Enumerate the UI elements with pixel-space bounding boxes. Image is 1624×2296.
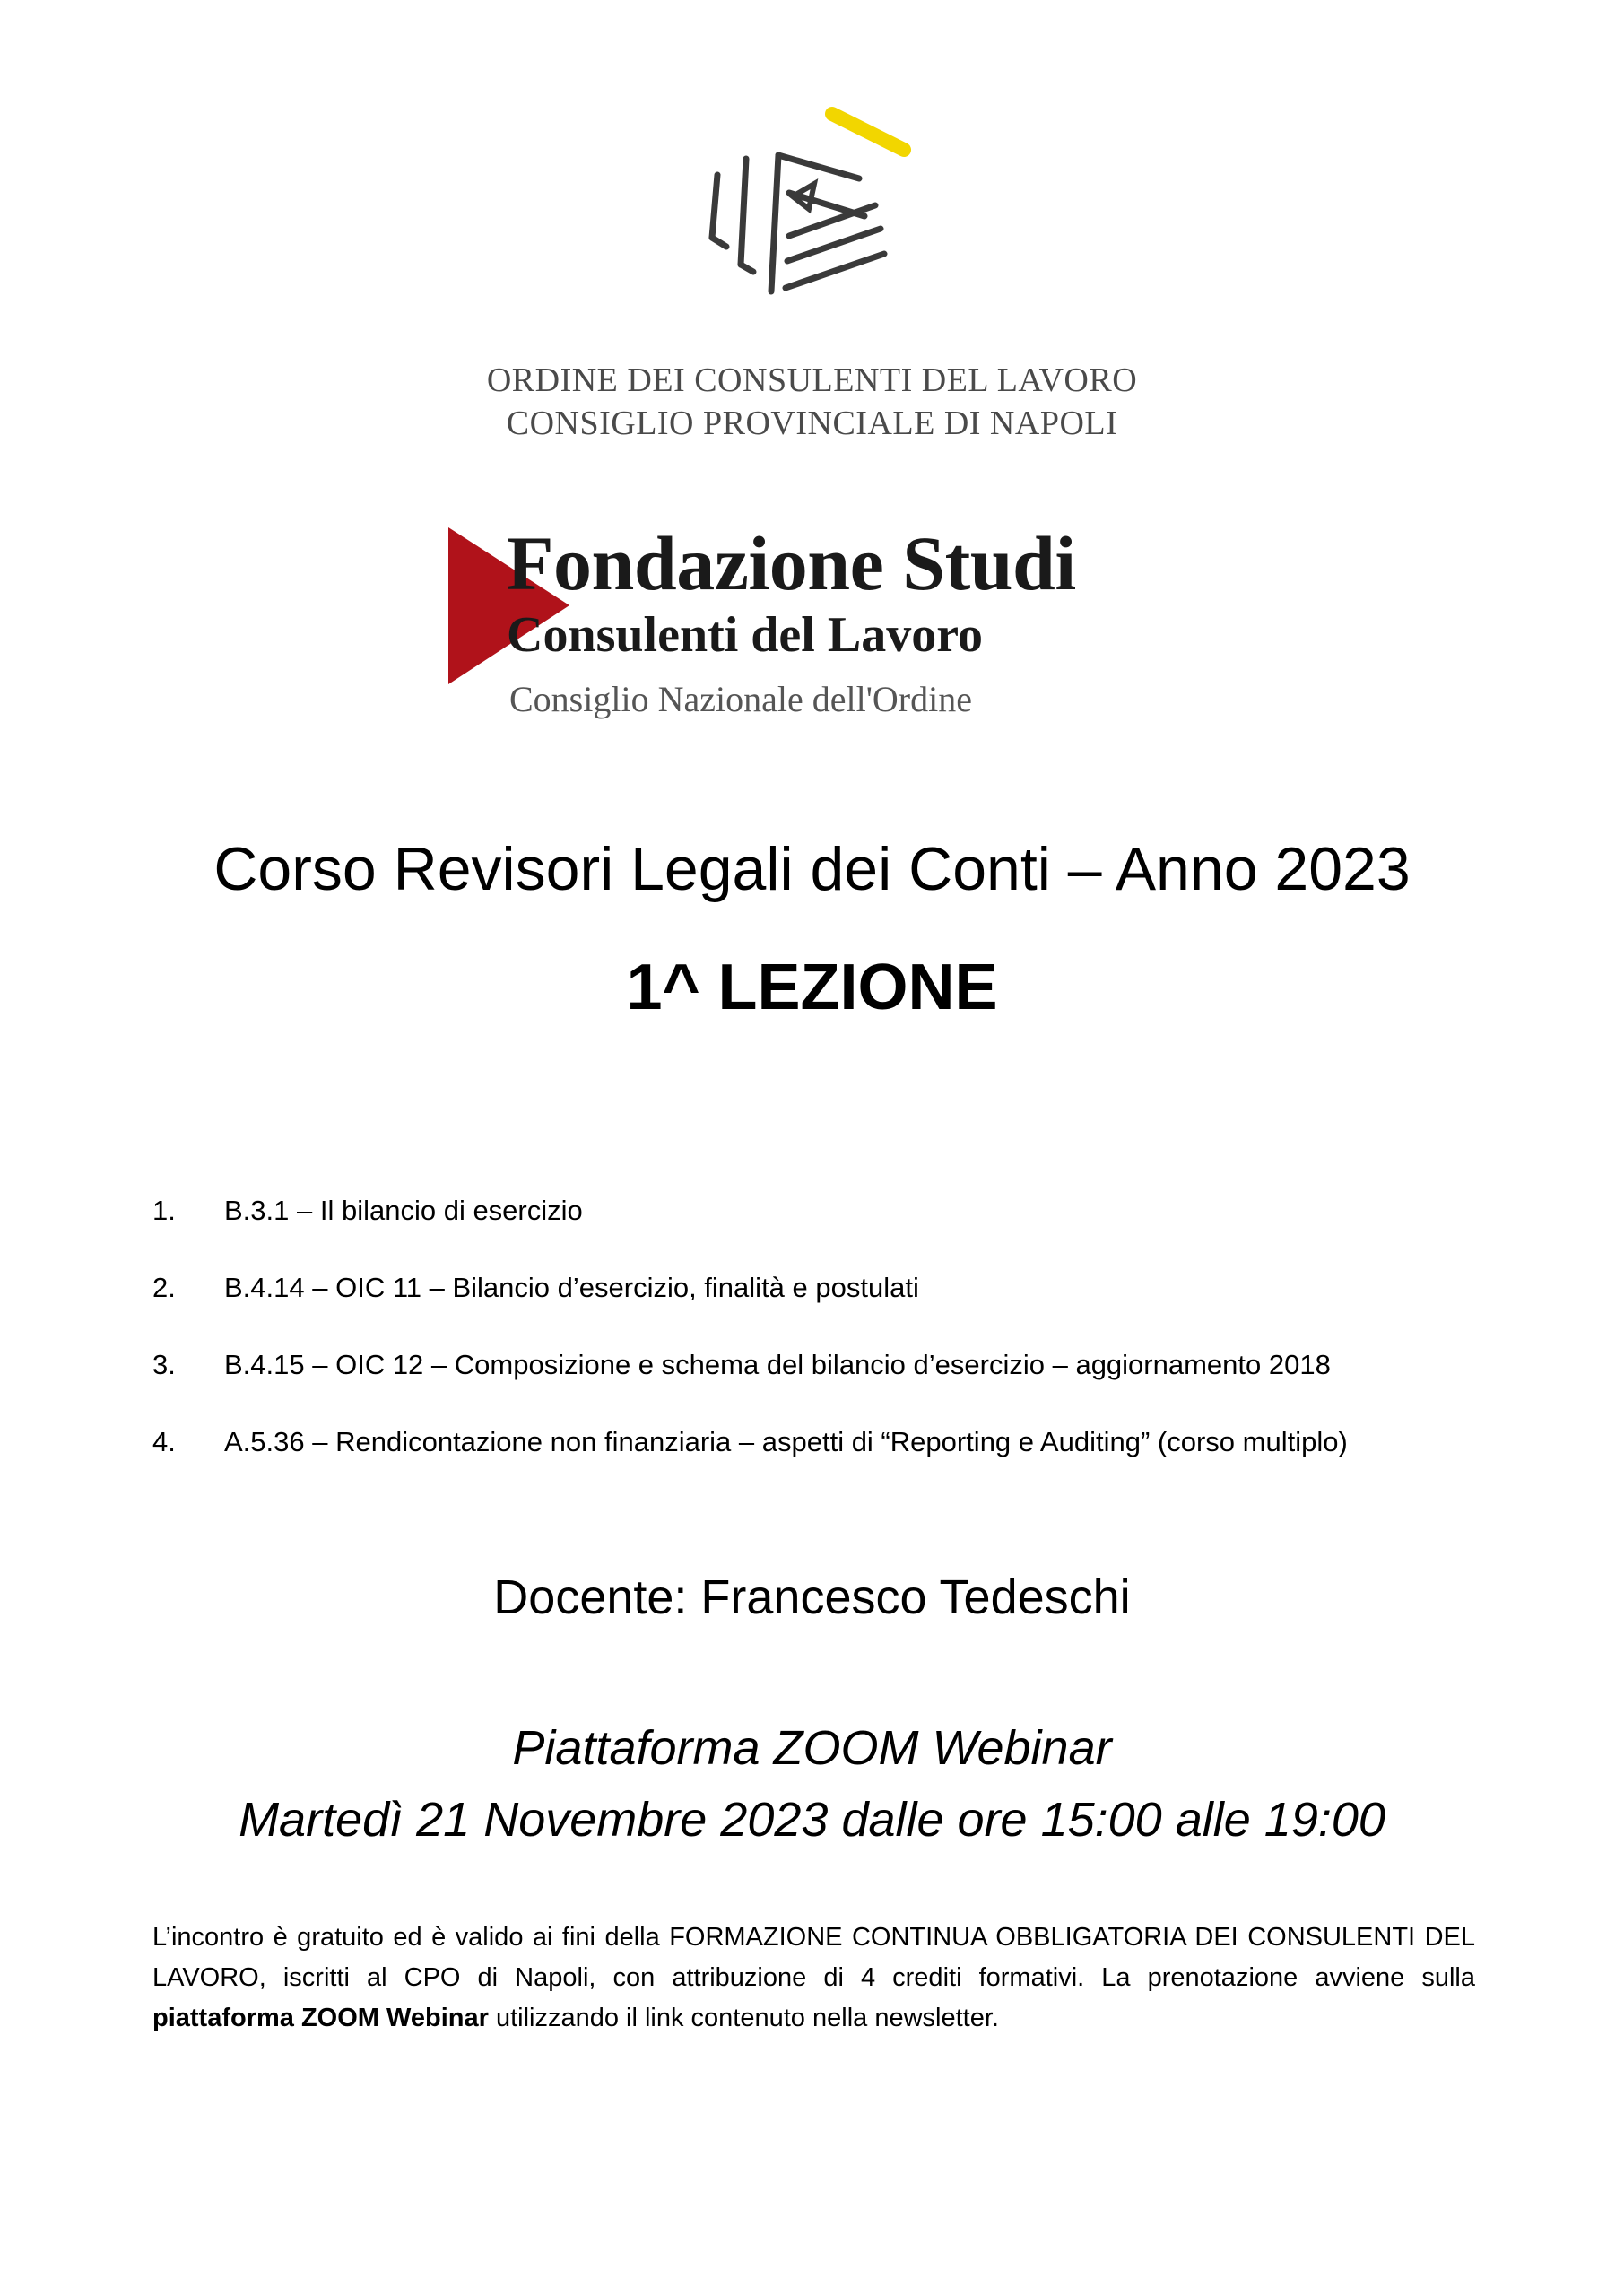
notice-text-part1: L’incontro è gratuito ed è valido ai fini della FORMAZIONE CONTINUA OBBLIGATORIA DEI CONSULENTI DEL LAVORO, iscritti al CPO di Napoli, con attribuzione di 4 crediti formativi. La prenotazione avviene sulla (152, 1923, 1475, 1992)
platform: Piattaforma ZOOM Webinar (512, 1721, 1112, 1775)
notice-paragraph (152, 1918, 1475, 2039)
topic-text: B.4.15 – OIC 12 – Composizione e schema del bilancio d’esercizio – aggiornamento 2018 (224, 1349, 1331, 1380)
ordine-logo-emblem (699, 103, 924, 300)
topic-item (152, 1270, 1498, 1347)
notice-platform-bold: piattaforma ZOOM Webinar (152, 2004, 489, 2032)
topic-item (152, 1347, 1498, 1424)
topic-text: B.3.1 – Il bilancio di esercizio (224, 1195, 583, 1226)
topic-number: 4. (152, 1426, 176, 1457)
topic-number: 1. (152, 1195, 176, 1226)
course-title: Corso Revisori Legali dei Conti – Anno 2023 (213, 835, 1411, 903)
topic-text: B.4.14 – OIC 11 – Bilancio d’esercizio, finalità e postulati (224, 1272, 919, 1303)
topics-list (152, 1193, 1498, 1501)
event-date: Martedì 21 Novembre 2023 dalle ore 15:00 alle 19:00 (239, 1793, 1385, 1847)
topic-number: 2. (152, 1272, 176, 1303)
ordine-logo-line1: ORDINE DEI CONSULENTI DEL LAVORO (486, 361, 1138, 399)
notice-text-part2: utilizzando il link contenuto nella newsletter. (488, 2004, 999, 2032)
topic-number: 3. (152, 1349, 176, 1380)
topic-item (152, 1193, 1498, 1270)
fondazione-logo-council: Consiglio Nazionale dell'Ordine (509, 679, 972, 719)
fondazione-logo-title: Fondazione Studi (507, 520, 1076, 606)
ordine-logo-line2: CONSIGLIO PROVINCIALE DI NAPOLI (506, 404, 1118, 442)
topic-text: A.5.36 – Rendicontazione non finanziaria – aspetti di “Reporting e Auditing” (corso multiplo) (224, 1426, 1348, 1457)
teacher: Docente: Francesco Tedeschi (493, 1570, 1131, 1624)
fondazione-logo-subtitle: Consulenti del Lavoro (507, 607, 984, 663)
lesson-title: 1^ LEZIONE (626, 952, 998, 1023)
topic-item (152, 1424, 1498, 1501)
